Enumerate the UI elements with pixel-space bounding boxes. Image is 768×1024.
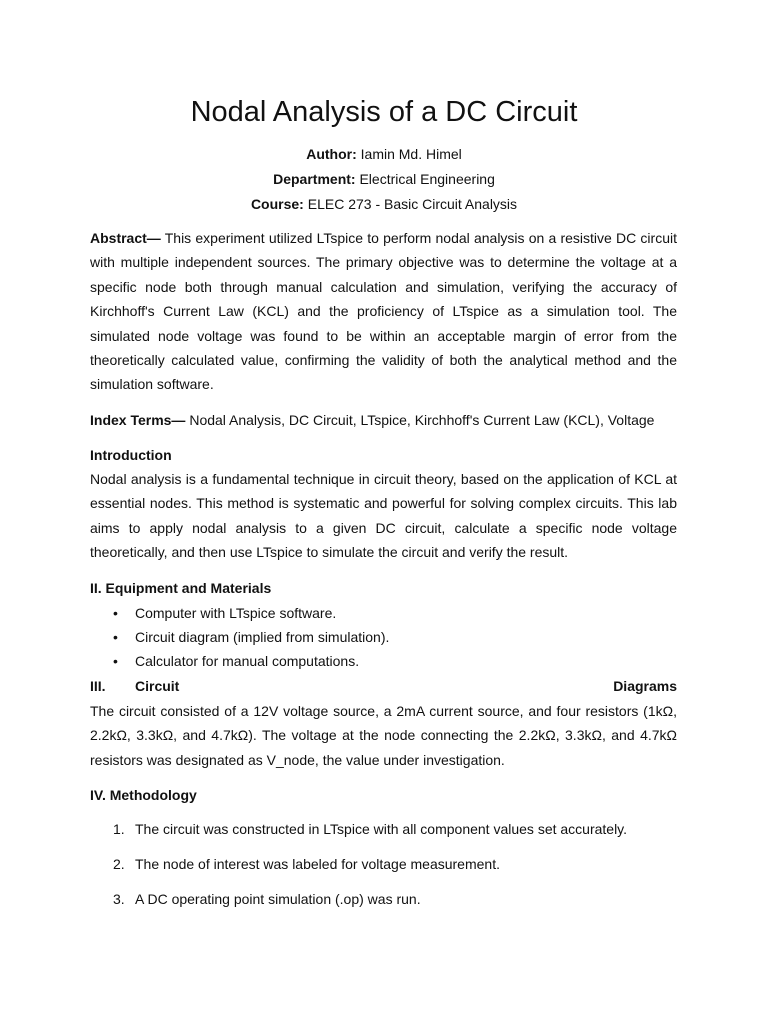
circuit-paragraph: The circuit consisted of a 12V voltage source, a 2mA current source, and four resistors (1kΩ, 2.2kΩ, 3.3kΩ, and 4.7kΩ). The voltage at the node connecting the 2.2kΩ, 3.3kΩ, and 4.7kΩ resistors was designated as V_node, the value under investigation. — [90, 703, 677, 768]
abstract-text: This experiment utilized LTspice to perform nodal analysis on a resistive DC circuit with multiple independent sources. The primary objective was to determine the voltage at a specific node both through manual calculation and simulation, verifying the accuracy of Kirchhoff's Current Law (KCL) and the proficiency of LTspice as a simulation tool. The simulated node voltage was found to be within an acceptable margin of error from the theoretically calculated value, confirming the validity of both the analytical method and the simulation software. — [90, 230, 677, 393]
circuit-diagrams-heading — [90, 676, 677, 696]
index-terms-label: Index Terms— — [90, 412, 186, 428]
course-name: ELEC 273 - Basic Circuit Analysis — [303, 196, 518, 212]
department-label: Department: — [273, 171, 356, 187]
course-line — [0, 194, 768, 214]
index-terms-text: Nodal Analysis, DC Circuit, LTspice, Kirchhoff's Current Law (KCL), Voltage — [185, 412, 655, 428]
bullet-icon: • — [113, 605, 118, 621]
author-label: Author: — [306, 146, 357, 162]
introduction-heading: Introduction — [90, 447, 172, 463]
index-terms-paragraph — [90, 408, 677, 432]
abstract-paragraph — [90, 226, 677, 397]
step-number: 2. — [113, 856, 125, 872]
step-text: A DC operating point simulation (.op) was run. — [135, 891, 421, 907]
step-text: The node of interest was labeled for voltage measurement. — [135, 856, 500, 872]
introduction-paragraph: Nodal analysis is a fundamental technique in circuit theory, based on the application of KCL at essential nodes. This method is systematic and powerful for solving complex circuits. This lab aims to apply nodal analysis to a given DC circuit, calculate a specific node voltage theoretically, and then use LTspice to simulate the circuit and verify the result. — [90, 471, 677, 561]
bullet-icon: • — [113, 653, 118, 669]
department-line — [0, 169, 768, 189]
author-name: Iamin Md. Himel — [356, 146, 462, 162]
equipment-item-text: Circuit diagram (implied from simulation). — [135, 629, 390, 645]
circuit-heading-word: Circuit — [135, 678, 180, 694]
methodology-heading: IV. Methodology — [90, 787, 197, 803]
bullet-icon: • — [113, 629, 118, 645]
diagrams-heading-word: Diagrams — [613, 678, 677, 694]
step-text: The circuit was constructed in LTspice with all component values set accurately. — [135, 821, 628, 837]
author-line — [0, 144, 768, 164]
circuit-heading-numeral: III. — [90, 678, 106, 694]
department-name: Electrical Engineering — [355, 171, 495, 187]
course-label: Course: — [250, 196, 304, 212]
step-number: 3. — [113, 891, 125, 907]
step-number: 1. — [113, 821, 125, 837]
equipment-item-text: Computer with LTspice software. — [135, 605, 337, 621]
document-title: Nodal Analysis of a DC Circuit — [190, 96, 578, 128]
equipment-item-text: Calculator for manual computations. — [135, 653, 360, 669]
equipment-heading: II. Equipment and Materials — [90, 580, 272, 596]
abstract-label: Abstract— — [90, 230, 161, 246]
